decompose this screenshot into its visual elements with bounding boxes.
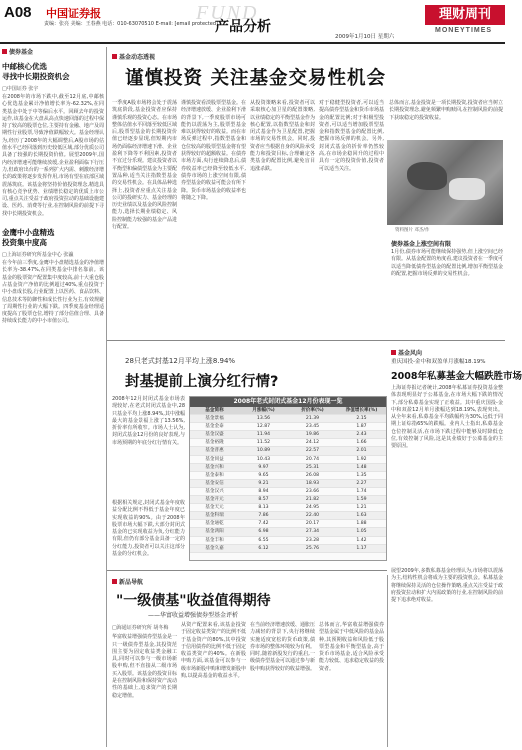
table-row <box>190 464 386 472</box>
table-cell: 1.17 <box>356 545 367 551</box>
table-cell: 25.31 <box>305 464 320 470</box>
table-cell: 基金通乾 <box>205 521 224 527</box>
table-row <box>190 431 386 439</box>
table-cell: 12.87 <box>256 424 271 430</box>
table-cell: 22.40 <box>305 513 320 519</box>
column-divider <box>106 47 107 747</box>
bottom-headline: "一级债基"收益值得期待 <box>116 593 271 609</box>
table-row <box>190 512 386 520</box>
table-cell: 1.21 <box>356 505 367 511</box>
table-row <box>190 520 386 528</box>
right-tag-label: 基金风向 <box>398 350 423 357</box>
top-article-col4: 对于稳健型投资者,可以适当提高债券型基金和货币市场基金的配置比例;对于积极型投资者,可以适当增加股票型基金和指数型基金的配置比例,把握市场反弹的机会。另外,封闭式基金的折价率仍然较高,在市场企稳回升的过程中具有一定的投资价值,投资者可以适当关注。 <box>319 100 385 172</box>
article-photo <box>387 140 503 225</box>
right-article-body: 上海证券报记者统计,2008年私募证券投资基金整体表现明显好于公募基金,在市场大幅下跌的情况下,部分私募基金实现了正收益。其中重庆国投-金中和双盈12月单月涨幅达到18.19%,表现突出。从全年来看,私募基金平均跌幅约为30%,远低于同期上证综指65%的跌幅。业内人士指出,私募基金仓位控制灵活,在市场下跌过程中能够及时降低仓位,有效控制了风险,这是其业绩好于公募基金的主要原因。 <box>391 385 503 450</box>
middle-article-col2: 根据相关规定,封闭式基金年度收益分配比例不得低于基金年度已实现收益的90%。由于2008年股票市场大幅下跌,大部分封闭式基金的已实现收益为负,分红能力有限,但仍有部分基金具备一定的分红能力,投资者可以关注这部分基金的分红机会。 <box>112 500 185 558</box>
table-header-cell: 月涨幅(%) <box>252 408 275 413</box>
table-row <box>190 537 386 545</box>
table-row <box>190 545 386 553</box>
middle-headline: 封基提前上演分红行情? <box>125 374 279 390</box>
table-cell: 26.08 <box>305 472 320 478</box>
table-cell: 基金同益 <box>205 456 224 462</box>
left-headline-2 <box>2 228 104 248</box>
left-section-tag <box>2 47 104 56</box>
table-cell: 基金开元 <box>205 497 224 503</box>
table-cell: 13.56 <box>256 416 271 422</box>
table-cell: 7.86 <box>258 513 269 519</box>
table-header-row <box>190 407 386 415</box>
section-divider-2 <box>107 570 387 571</box>
table-row <box>190 423 386 431</box>
table-row <box>190 447 386 455</box>
table-cell: 9.97 <box>258 464 269 470</box>
left-headline2-line1: 金鹰中小盘精选 <box>2 228 55 238</box>
table-cell: 基金兴和 <box>205 464 224 470</box>
left-column <box>2 47 104 747</box>
table-header-cell: 折价率(%) <box>301 408 324 413</box>
table-cell: 6.12 <box>258 545 269 551</box>
middle-kicker: 28只老式封基12月平均上涨8.94% <box>125 357 236 365</box>
table-cell: 6.55 <box>258 537 269 543</box>
table-cell: 基金汉兴 <box>205 488 224 494</box>
table-cell: 1.59 <box>356 497 367 503</box>
table-cell: 21.39 <box>305 416 320 422</box>
top-article-col3: 从投资策略来看,投资者可以采取核心加卫星的配置策略,以业绩稳定的平衡型基金作为核心配置,以指数型基金和封闭式基金作为卫星配置,把握市场的交易性机会。同时,投资者应当根据自身的风险承受能力和投资目标,合理确定各类基金的配置比例,避免盲目追涨杀跌。 <box>250 100 316 172</box>
table-cell: 基金丰和 <box>205 537 224 543</box>
top-article-col1: 一季度A股市场将会处于震荡筑底阶段,基金投资者应保持谨慎乐观的投资心态。在市场整体估值水平回落至较低区域后,股票型基金的长期投资价值已经逐步显现,但短期内市场仍面临经济增速下滑、企业盈利下降等不利因素,投资者不宜过分乐观。建议投资者以平衡型和偏债型基金为主要配置品种,适当关注指数型基金的交易性机会。在具体品种选择上,投资者应重点关注基金公司的投研实力、基金经理的历史业绩以及基金的风险控制能力,选择长期业绩稳定、风险控制能力较强的基金产品进行配置。 <box>112 100 178 231</box>
table-cell: 6.98 <box>258 529 269 535</box>
table-cell: 7.42 <box>258 521 269 527</box>
page-header <box>0 0 505 42</box>
table-row <box>190 480 386 488</box>
table-cell: 18.93 <box>305 480 320 486</box>
bottom-body-1: 华富收益增强债券型基金是一只一级债券型基金,其投资范围主要为固定收益类金融工具,同时可以参与一级市场新股申购,但不直接从二级市场买入股票。该基金的投资目标是在控制风险和保持资产流动性的基础上,追求资产的长期稳定增值。 <box>112 634 178 699</box>
left-tag-label: 债券基金 <box>9 49 34 56</box>
top-article-col5: 总体而言,基金投资是一项长期投资,投资者应当树立长期投资理念,避免频繁申购赎回,在控制风险的前提下获取稳定的投资收益。 <box>389 100 503 121</box>
right-subhead: 债券基金上涨空间有限 <box>391 241 452 248</box>
table-cell: 27.34 <box>305 529 320 535</box>
header-divider <box>0 42 505 44</box>
left-body: 在2008年的市场下跌中,截至12月底,中邮核心优选基金累计净值增长率为-62.32%,在同类基金中处于中等偏后水平。回顾去年的投资运作,该基金在大盘从高点快速回落的过程中保持了较高的股票仓位,主要持有金融、地产及周期性行业股票,导致净值跌幅较大。基金经理认为,经历了2008年的大幅调整后,A股市场的估值水平已经回落到历史较低区域,部分优质公司具备了较强的长期投资价值。展望2009年,国内经济增速可能继续放缓,企业盈利面临下行压力,但政府出台的一系列扩大内需、刺激经济增长的政策将逐步发挥作用,市场有望在底部区域震荡筑底。该基金将坚持价值投资理念,精选具有核心竞争优势、业绩增长稳定的优质上市公司,重点关注受益于政府投资拉动的基础设施建设、医药、消费等行业,在控制风险的前提下寻找中长期投资机会。 <box>2 94 104 217</box>
left-body-2: 在今年前三季度,金鹰中小盘精选基金的净值增长率为-38.47%,在同类基金中排名靠前。该基金的股票资产配置集中度较高,前十大重仓股占基金资产净值的比例超过40%,重点投资于中小盘成长股,行业配置上以医药、食品饮料、信息技术等防御性和成长性行业为主,有效规避了周期性行业的大幅下跌。四季度基金经理适度提高了股票仓位,增持了部分估值合理、具备持续成长能力的中小市值公司。 <box>2 260 104 325</box>
table-row <box>190 415 386 423</box>
table-cell: 8.57 <box>258 497 269 503</box>
table-cell: 基金汉盛 <box>205 432 224 438</box>
table-cell: 23.28 <box>305 537 320 543</box>
table-row <box>190 528 386 536</box>
table-cell: 21.82 <box>305 497 320 503</box>
table-cell: 1.87 <box>356 424 367 430</box>
right-kicker: 重庆国投-金中和双盈单月涨幅18.19% <box>391 359 486 365</box>
bottom-byline: □海通证券研究所 胡冬梅 <box>112 625 169 631</box>
table-cell: 基金景福 <box>205 416 224 422</box>
section-divider-1 <box>107 340 505 341</box>
square-bullet-icon <box>112 54 117 59</box>
table-cell: 2.01 <box>356 448 367 454</box>
left-byline: □中国证券 张宇 <box>2 86 39 92</box>
table-cell: 25.76 <box>305 545 320 551</box>
table-header-cell: 净值增长率(%) <box>345 408 378 413</box>
bottom-tag-label: 新品导航 <box>119 579 144 586</box>
masthead-logo <box>425 2 505 40</box>
bottom-subhead: ——华富收益增强债券型基金评析 <box>148 612 239 619</box>
left-headline <box>2 62 104 82</box>
section-title: 产品分析 <box>215 19 271 35</box>
paper-name: 中国证券报 <box>46 7 101 20</box>
masthead-subtitle: MONEYTIMES <box>435 27 493 34</box>
right-section-tag <box>391 348 422 357</box>
editor-contacts: 责编：张亮 美编：王春燕 电话：010-63070510 E-mail: [email protected] <box>44 21 218 27</box>
table-cell: 基金安信 <box>205 480 224 486</box>
top-section-tag <box>112 52 155 61</box>
table-cell: 2.15 <box>356 416 367 422</box>
bottom-column-divider <box>387 575 388 747</box>
table-cell: 1.92 <box>356 456 367 462</box>
square-bullet-icon <box>391 350 396 355</box>
table-cell: 1.66 <box>356 440 367 446</box>
table-cell: 1.48 <box>356 464 367 470</box>
table-cell: 10.89 <box>256 448 271 454</box>
table-row <box>190 439 386 447</box>
top-article-col2: 谨慎投资看淡股票型基金。在经济增速放缓、企业盈利下滑的背景下,一季度股票市场可能仍以震荡为主,股票型基金难以获得较好的收益。而在市场反弹过程中,指数型基金和仓位较高的股票型基金将有望获得较好的超额收益。在债券市场方面,央行连续降息后,债券收益率已经降至较低水平,债券市场的上涨空间有限,债券型基金的收益可能会有所下降。货币市场基金的收益率也将随之下降。 <box>181 100 247 201</box>
table-row <box>190 504 386 512</box>
table-cell: 1.88 <box>356 521 367 527</box>
bottom-article-col2: 从资产配置来看,该基金投资于固定收益类资产的比例不低于基金资产的80%,其中投资于信用债券的比例不低于固定收益类资产的40%。在新股申购方面,该基金可以参与一级市场新股申购和增发新股申购,以提高基金的收益水平。 <box>181 622 247 680</box>
fund-performance-table <box>189 396 387 561</box>
table-cell: 11.52 <box>256 440 271 446</box>
right-article-body-2: 展望2009年,多数私募基金经理认为,市场将以震荡为主,结构性机会将成为主要的投资机会。私募基金将继续保持灵活的仓位操作策略,重点关注受益于政府投资拉动和扩大内需政策的行业,在控制风险的前提下追求绝对收益。 <box>391 568 503 604</box>
bottom-article-col1 <box>112 622 177 748</box>
table-cell: 2.27 <box>356 480 367 486</box>
left-byline-2: □上海证券研究所基金中心 张瀛 <box>2 252 74 259</box>
table-cell: 24.95 <box>305 505 320 511</box>
table-cell: 10.43 <box>256 456 271 462</box>
table-cell: 2.43 <box>356 432 367 438</box>
table-cell: 8.13 <box>258 505 269 511</box>
top-tag-label: 基金动态透视 <box>119 54 156 61</box>
issue-date: 2009年1月10日 星期六 <box>335 34 395 40</box>
table-cell: 19.86 <box>305 432 320 438</box>
table-cell: 9.21 <box>258 480 269 486</box>
left-headline2-line2: 投资集中度高 <box>2 238 47 248</box>
square-bullet-icon <box>112 579 117 584</box>
table-cell: 1.35 <box>356 472 367 478</box>
bottom-article-col4: 总体而言,华富收益增强债券型基金属于中低风险的基金品种,其预期收益和风险低于股票型基金和平衡型基金,高于货币市场基金,适合风险承受能力较低、追求稳定收益的投资者。 <box>319 622 385 672</box>
table-cell: 基金普惠 <box>205 448 224 454</box>
bottom-section-tag <box>112 577 143 586</box>
left-headline-line2: 寻找中长期投资机会 <box>2 72 70 81</box>
table-cell: 基金久嘉 <box>205 545 224 551</box>
table-header-cell: 基金简称 <box>205 408 224 413</box>
table-cell: 基金天元 <box>205 505 224 511</box>
table-row <box>190 472 386 480</box>
table-title: 2008年老式封闭式基金12月份表现一览 <box>190 397 386 407</box>
table-cell: 1.74 <box>356 488 367 494</box>
table-cell: 24.12 <box>305 440 320 446</box>
photo-caption: 资料图片 邓杰/作 <box>395 228 430 233</box>
masthead-title: 理财周刊 <box>425 5 505 25</box>
table-cell: 基金裕隆 <box>205 440 224 446</box>
bottom-article-col3: 在当前经济增速放缓、通胀压力减轻的背景下,央行将继续实施适度宽松的货币政策,债券市场的整体环境较为有利。同时,随着新股发行的重启,一级债券型基金可以通过参与新股申购获得较好的收益增强。 <box>250 622 316 672</box>
table-row <box>190 456 386 464</box>
right-headline-block <box>391 357 522 382</box>
table-cell: 9.65 <box>258 472 269 478</box>
table-cell: 1.63 <box>356 513 367 519</box>
middle-article-col1: 2008年12月封闭式基金市场表现较好,在老式封闭式基金中,28只基金平均上涨8.94%,其中涨幅最大的基金景福上涨了13.56%,折价率有所收窄。市场人士认为,封闭式基金12月份的良好表现,与市场预期的年底分红行情有关。 <box>112 396 185 446</box>
table-body <box>190 415 386 553</box>
table-cell: 1.42 <box>356 537 367 543</box>
table-cell: 基金泰和 <box>205 472 224 478</box>
right-headline: 2008年私募基金大幅跌胜市场 <box>391 371 522 382</box>
square-bullet-icon <box>2 49 7 54</box>
page-number: A08 <box>4 4 32 21</box>
table-cell: 23.45 <box>305 424 320 430</box>
table-cell: 20.74 <box>305 456 320 462</box>
table-cell: 20.17 <box>305 521 320 527</box>
main-headline: 谨慎投资 关注基金交易性机会 <box>125 68 386 89</box>
fund-watermark: FUND <box>196 2 259 24</box>
table-cell: 基金鸿阳 <box>205 529 224 535</box>
table-row <box>190 488 386 496</box>
table-cell: 基金金泰 <box>205 424 224 430</box>
table-cell: 1.05 <box>356 529 367 535</box>
right-subhead-body: 1月份,债券市场可能继续保持强势,但上涨空间已经有限。从基金配置的角度看,建议投资者在一季度可以适当降低债券型基金的配置比例,增加平衡型基金的配置,把握市场反弹的交易性机会。 <box>391 249 503 277</box>
table-cell: 基金科瑞 <box>205 513 224 519</box>
table-row <box>190 496 386 504</box>
table-cell: 8.94 <box>258 488 269 494</box>
table-cell: 11.94 <box>256 432 271 438</box>
left-headline-line1: 中邮核心优选 <box>2 62 47 71</box>
table-cell: 23.66 <box>305 488 320 494</box>
table-cell: 22.57 <box>305 448 320 454</box>
